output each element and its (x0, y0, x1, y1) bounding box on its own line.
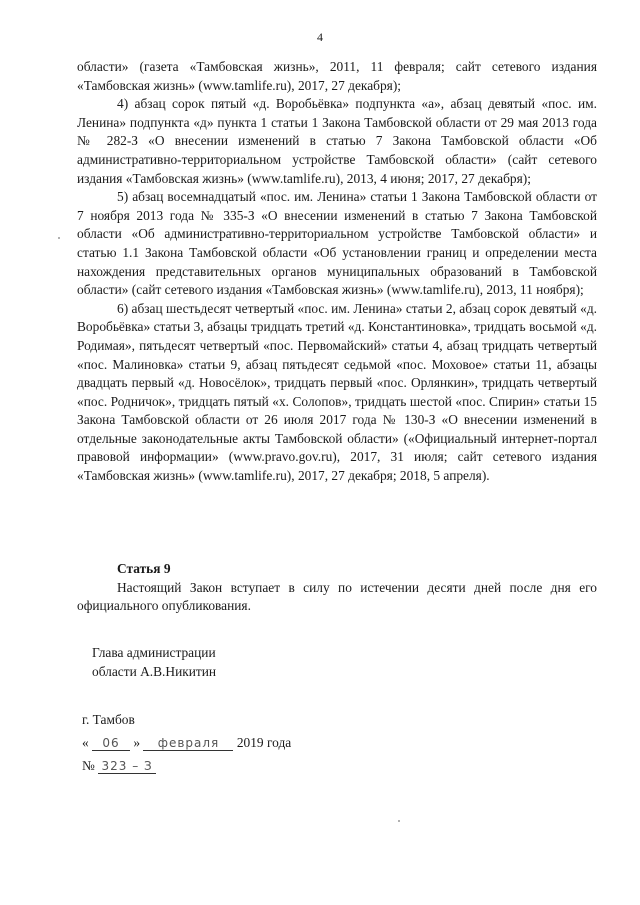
city: г. Тамбов (82, 712, 135, 727)
article-title: Статья 9 (117, 561, 171, 576)
signature-title: Глава администрации (92, 645, 216, 660)
quote-open: « (82, 735, 89, 750)
document-footer (82, 708, 291, 777)
law-number (82, 754, 291, 777)
number-value: 323 – З (98, 759, 156, 774)
paragraph-continuation: области» (газета «Тамбовская жизнь», 2011, 11 февраля; сайт сетевого издания «Тамбовская жизнь» (www.tamlife.ru), 2017, 27 декабря); (77, 59, 597, 93)
quote-close: » (133, 735, 141, 750)
signing-date (82, 731, 291, 754)
article-text: Настоящий Закон вступает в силу по истечении десяти дней после дня его официального опубликования. (77, 579, 597, 614)
date-year: 2019 года (236, 735, 292, 750)
paragraph-item-5: 5) абзац восемнадцатый «пос. им. Ленина» статьи 1 Закона Тамбовской области от 7 ноября 2013 года № 335-З «О внесении изменений в статью 7 Закона Тамбовской области «Об административно-территориальном устройстве Тамбовской области» и статью 1.1 Закона Тамбовской области «Об установлении границ и определении места нахождения представительных органов муниципальных образований в Тамбовской области» (сайт сетевого издания «Тамбовская жизнь» (www.tamlife.ru), 2013, 11 ноября); (77, 189, 597, 298)
number-sign: № (82, 758, 95, 773)
signature-name: области А.В.Никитин (92, 663, 217, 679)
page-number: 4 (317, 30, 323, 44)
signature-block (92, 644, 216, 681)
date-month: февраля (143, 736, 233, 751)
date-day: 06 (92, 736, 130, 751)
scan-speck (58, 237, 60, 239)
paragraph-item-6: 6) абзац шестьдесят четвертый «пос. им. Ленина» статьи 2, абзац сорок девятый «д. Воробьёвка» статьи 3, абзацы тридцать третий «д. Константиновка», тридцать восьмой «д. Родимая», пятьдесят четвертый «пос. Первомайский» статьи 4, абзац тридцать четвертый «пос. Малиновка» статьи 9, абзац пятьдесят седьмой «пос. Моховое» статьи 11, абзацы двадцать первый «д. Новосёлок», тридцать первый «пос. Орлянкин», тридцать четвертый «пос. Родничок», тридцать пятый «х. Солопов», тридцать шестой «пос. Спирин» статьи 15 Закона Тамбовской области от 26 июля 2017 года № 130-З «О внесении изменений в отдельные законодательные акты Тамбовской области» («Официальный интернет-портал правовой информации» (www.pravo.gov.ru), 2017, 31 июля; сайт сетевого издания «Тамбовская жизнь» (www.tamlife.ru), 2017, 27 декабря; 2018, 5 апреля). (77, 300, 597, 484)
article-9 (77, 560, 597, 616)
paragraph-item-4: 4) абзац сорок пятый «д. Воробьёвка» подпункта «а», абзац девятый «пос. им. Ленина» подпункта «д» пункта 1 статьи 1 Закона Тамбовской области от 29 мая 2013 года № 282-З «О внесении изменений в статью 7 Закона Тамбовской области «Об административно-территориальном устройстве Тамбовской области» (сайт сетевого издания «Тамбовская жизнь» (www.tamlife.ru), 2013, 4 июня; 2017, 27 декабря); (77, 96, 597, 186)
law-body-text (77, 58, 597, 486)
scan-speck (398, 820, 400, 822)
